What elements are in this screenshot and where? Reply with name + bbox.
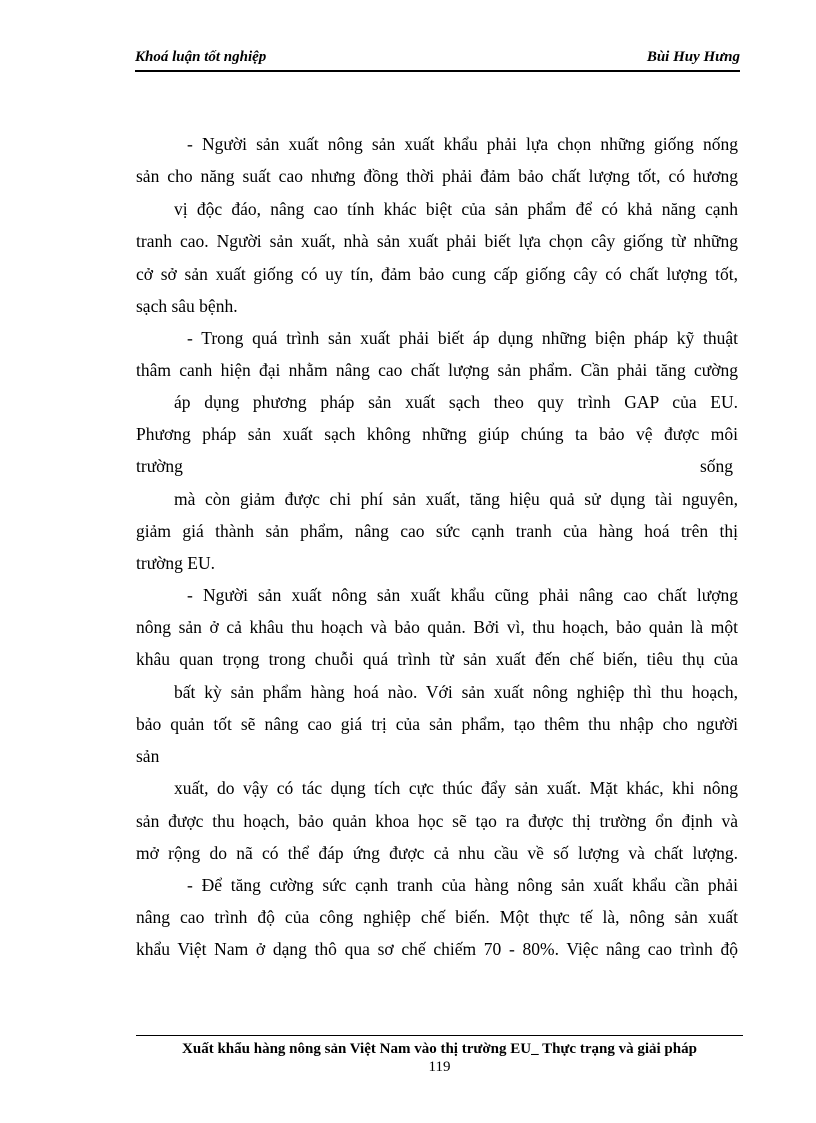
body-line: bảo quản tốt sẽ nâng cao giá trị của sản phẩm, tạo thêm thu nhập cho người	[136, 714, 738, 734]
body-line: tranh cao. Người sản xuất, nhà sản xuất phải biết lựa chọn cây giống từ những	[136, 231, 738, 251]
body-line: sạch sâu bệnh.	[136, 296, 238, 316]
body-line: giảm giá thành sản phẩm, nâng cao sức cạnh tranh của hàng hoá trên thị	[136, 521, 738, 541]
body-line: mở rộng do nã có thể đáp ứng được cả nhu cầu về số lượng và chất lượng.	[136, 843, 738, 863]
body-line: - Để tăng cường sức cạnh tranh của hàng nông sản xuất khẩu cần phải	[187, 875, 738, 895]
footer-divider	[136, 1035, 743, 1036]
body-line: - Người sản xuất nông sản xuất khẩu phải lựa chọn những giống nống	[187, 134, 738, 154]
header-author: Bùi Huy Hưng	[646, 49, 740, 65]
body-line: trường EU.	[136, 553, 216, 573]
footer-title: Xuất khẩu hàng nông sản Việt Nam vào thị trường EU_ Thực trạng và giải pháp	[182, 1041, 697, 1057]
body-line: nâng cao trình độ của công nghiệp chế biến. Một thực tế là, nông sản xuất	[136, 907, 738, 927]
body-line: nông sản ở cả khâu thu hoạch và bảo quản. Bởi vì, thu hoạch, bảo quản là một	[136, 617, 738, 637]
body-line: khẩu Việt Nam ở dạng thô qua sơ chế chiếm 70 - 80%. Việc nâng cao trình độ	[136, 939, 738, 959]
body-line: cở sở sản xuất giống có uy tín, đảm bảo cung cấp giống cây có chất lượng tốt,	[136, 264, 738, 284]
body-line: khâu quan trọng trong chuỗi quá trình từ sản xuất đến chế biến, tiêu thụ của	[136, 649, 738, 669]
page-number: 119	[428, 1059, 451, 1075]
body-line: xuất, do vậy có tác dụng tích cực thúc đẩy sản xuất. Mặt khác, khi nông	[174, 778, 738, 798]
page-header	[135, 48, 740, 72]
body-line: - Trong quá trình sản xuất phải biết áp dụng những biện pháp kỹ thuật	[187, 328, 738, 348]
body-line: thâm canh hiện đại nhằm nâng cao chất lượng sản phẩm. Cần phải tăng cường	[136, 360, 738, 380]
body-line: sản	[136, 746, 160, 766]
header-left-title: Khoá luận tốt nghiệp	[135, 49, 267, 65]
body-line: trường	[136, 456, 183, 476]
body-line: sống	[700, 456, 734, 476]
body-line: - Người sản xuất nông sản xuất khẩu cũng phải nâng cao chất lượng	[187, 585, 738, 605]
body-line: áp dụng phương pháp sản xuất sạch theo quy trình GAP của EU.	[174, 392, 738, 412]
body-line: vị độc đáo, nâng cao tính khác biệt của sản phẩm để có khả năng cạnh	[174, 199, 738, 219]
body-line: mà còn giảm được chi phí sản xuất, tăng hiệu quả sử dụng tài nguyên,	[174, 489, 738, 509]
body-line: sản cho năng suất cao nhưng đồng thời phải đảm bảo chất lượng tốt, có hương	[136, 166, 738, 186]
body-line: Phương pháp sản xuất sạch không những giúp chúng ta bảo vệ được môi	[136, 424, 738, 444]
body-line: sản được thu hoạch, bảo quản khoa học sẽ tạo ra được thị trường ổn định và	[136, 811, 738, 831]
body-line: bất kỳ sản phẩm hàng hoá nào. Với sản xuất nông nghiệp thì thu hoạch,	[174, 682, 738, 702]
